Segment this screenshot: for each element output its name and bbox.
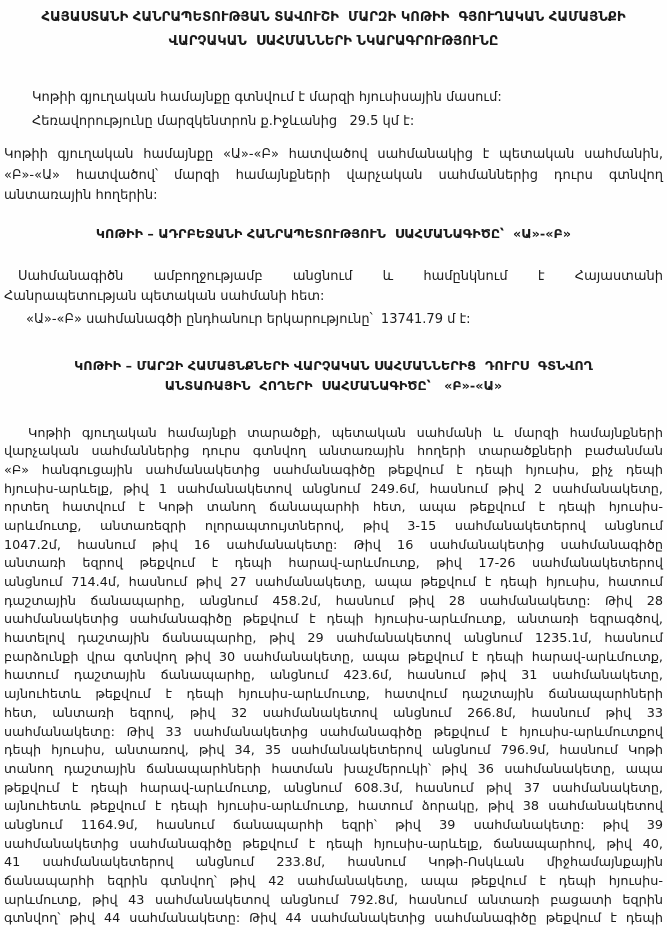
intro-paragraph-border-sections: [4, 145, 663, 207]
section-b-heading-line2: ԱՆՏԱՌԱՅԻՆ ՀՈՂԵՐԻ ՍԱՀՄԱՆԱԳԻԾԸ՝ «Բ»-«Ա»: [164, 378, 503, 394]
text-line: սահմանակետից սահմանագիծը թեքվում է դեպի հյուսիս-արևմուտք, անտառի եզրագծով,: [4, 612, 663, 628]
intro-paragraph-location: Կոթիի գյուղական համայնքը գտնվում է մարզի հյուսիսային մասում:: [32, 90, 502, 105]
text-line: 1047.2մ, հասնում թիվ 16 սահմանակետը: Թիվ 16 սահմանակետից սահմանագիծը: [4, 537, 663, 553]
text-line: Կոթիի գյուղական համայնքի տարածքի, պետական սահմանի և մարզի համայնքների: [28, 425, 663, 441]
text-line: ճանապարհի եզրին գտնվող՝ թիվ 42 սահմանակետը, ապա թեքվում է դեպի հյուսիս-: [4, 874, 663, 889]
text-line: վարչական սահմաններից դուրս գտնվող անտառային հողերի տարածքների բաժանման: [4, 444, 663, 460]
text-line: հատելով դաշտային ճանապարհը, թիվ 29 սահմանակետով անցնում 1235.1մ, հասնում: [4, 631, 663, 647]
text-line: տանող դաշտային ճանապարհների հատման խաչմերուկի՝ թիվ 36 սահմանակետը, ապա: [4, 761, 663, 777]
text-line: որտեղ հատվում է Կոթի տանող ճանապարհի հետ, ապա թեքվում է դեպի հյուսիս-: [4, 500, 663, 516]
document-title: [4, 6, 663, 54]
text-line: հյուսիս-արևելք, թիվ 1 սահմանակետով անցնում 249.6մ, հասնում թիվ 2 սահմանակետը,: [4, 481, 663, 497]
text-line: թեքվում է դեպի հարավ-արևմուտք, անցնում 608.3մ, հասնում թիվ 37 սահմանակետը,: [4, 780, 663, 796]
text-line: արևմուտք, անտառեզրի ոլորապտույտներով, թիվ 3-15 սահմանակետերով անցնում: [4, 518, 663, 534]
text-line: այնուհետև թեքվում է դեպի հյուսիս-արևմուտք, հատում ձորակը, թիվ 38 սահմանակետով: [4, 799, 663, 815]
text-line: այնուհետև թեքվում է դեպի հյուսիս-արևմուտք, հատվում դաշտային ճանապարհների: [4, 687, 663, 703]
section-a-paragraph-coincide: [4, 267, 663, 308]
text-line: սահմանակետը: Թիվ 33 սահմանակետից սահմանագիծը թեքվում է հյուսիս-արևմուտքով: [4, 724, 663, 740]
section-b-heading-line1: ԿՈԹԻԻ – ՄԱՐԶԻ ՀԱՄԱՅՆՔՆԵՐԻ ՎԱՐՉԱԿԱՆ ՍԱՀՄԱՆՆԵՐԻՑ ԴՈՒՐՍ ԳՏՆՎՈՂ: [74, 358, 593, 374]
text-line: անտառային հողերին:: [4, 188, 158, 203]
section-a-heading: ԿՈԹԻԻ – ԱԴՐԲԵՋԱՆԻ ՀԱՆՐԱՊԵՏՈՒԹՅՈՒՆ ՍԱՀՄԱՆԱԳԻԾԸ՝ «Ա»-«Բ»: [95, 226, 572, 242]
text-line: հատում դաշտային ճանապարհը, անցնում 423.6մ, հասնում թիվ 31 սահմանակետը,: [4, 668, 663, 684]
text-line: 41 սահմանակետերով անցնում 233.8մ, հասնում Կոթի-Ոսկևան միջհամայնքային: [4, 855, 663, 871]
text-line: Սահմանագիծն ամբողջությամբ անցնում և համընկնում է Հայաստանի: [18, 268, 663, 284]
text-line: անտառի եզրով թեքվում է դեպի հարավ-արևմուտք, թիվ 17-26 սահմանակետերով: [4, 556, 663, 572]
document-title-line2: ՎԱՐՉԱԿԱՆ ՍԱՀՄԱՆՆԵՐԻ ՆԿԱՐԱԳՐՈՒԹՅՈՒՆԸ: [168, 34, 499, 49]
document-title-line1: ՀԱՅԱՍՏԱՆԻ ՀԱՆՐԱՊԵՏՈՒԹՅԱՆ ՏԱՎՈՒՇԻ ՄԱՐԶԻ ԿՈԹԻԻ ԳՅՈՒՂԱԿԱՆ ՀԱՄԱՅՆՔԻ: [41, 10, 626, 25]
section-b-body-paragraph: [4, 425, 663, 930]
text-line: գտնվող՝ թիվ 44 սահմանակետը: Թիվ 44 սահմանակետից սահմանագիծը թեքվում է դեպի: [4, 911, 663, 927]
text-line: արևմուտք, թիվ 43 սահմանակետով անցնում 792.8մ, հասնում անտառի բացատի եզրին: [4, 892, 663, 908]
text-line: դեպի հյուսիս, անտառով, թիվ 34, 35 սահմանակետերով անցնում 796.9մ, հասնում Կոթի: [4, 743, 663, 759]
text-line: «Բ» հանգուցային սահմանակետից սահմանագիծը թեքվում է դեպի հյուսիս, քիչ դեպի: [4, 462, 663, 478]
text-line: «Բ»-«Ա» հատվածով՝ մարզի համայնքների վարչական սահմաններից դուրս գտնվող: [4, 167, 663, 183]
text-line: սահմանակետից սահմանագիծը թեքվում է դեպի հյուսիս-արևելք, ճանապարհով, թիվ 40,: [4, 836, 663, 852]
section-b-heading: [4, 357, 663, 397]
text-line: Հանրապետության պետական սահմանի հետ:: [4, 289, 325, 304]
text-line: անցնում 714.4մ, հասնում թիվ 27 սահմանակետը, ապա թեքվում է դեպի հյուսիս, հատում: [4, 575, 663, 590]
text-line: Կոթիի գյուղական համայնքը «Ա»-«Բ» հատվածով սահմանակից է պետական սահմանին,: [4, 147, 663, 162]
text-line: դաշտային ճանապարհը, անցնում 458.2մ, հասնում թիվ 28 սահմանակետը: Թիվ 28: [4, 593, 663, 609]
text-line: բարձունքի վրա գտնվող թիվ 30 սահմանակետը, ապա թեքվում է դեպի հարավ-արևմուտք,: [4, 649, 663, 665]
text-line: հետ, անտառի եզրով, թիվ 32 սահմանակետով անցնում 266.8մ, հասնում թիվ 33: [4, 705, 663, 721]
section-a-paragraph-length: «Ա»-«Բ» սահմանագծի ընդհանուր երկարությունը՝ 13741.79 մ է:: [26, 311, 471, 327]
text-line: անցնում 1164.9մ, հասնում ճանապարհի եզրի՝ թիվ 39 սահմանակետը: թիվ 39: [4, 817, 663, 833]
intro-paragraph-distance: Հեռավորությունը մարզկենտրոն ք.Իջևանից 29.5 կմ է:: [32, 114, 415, 129]
